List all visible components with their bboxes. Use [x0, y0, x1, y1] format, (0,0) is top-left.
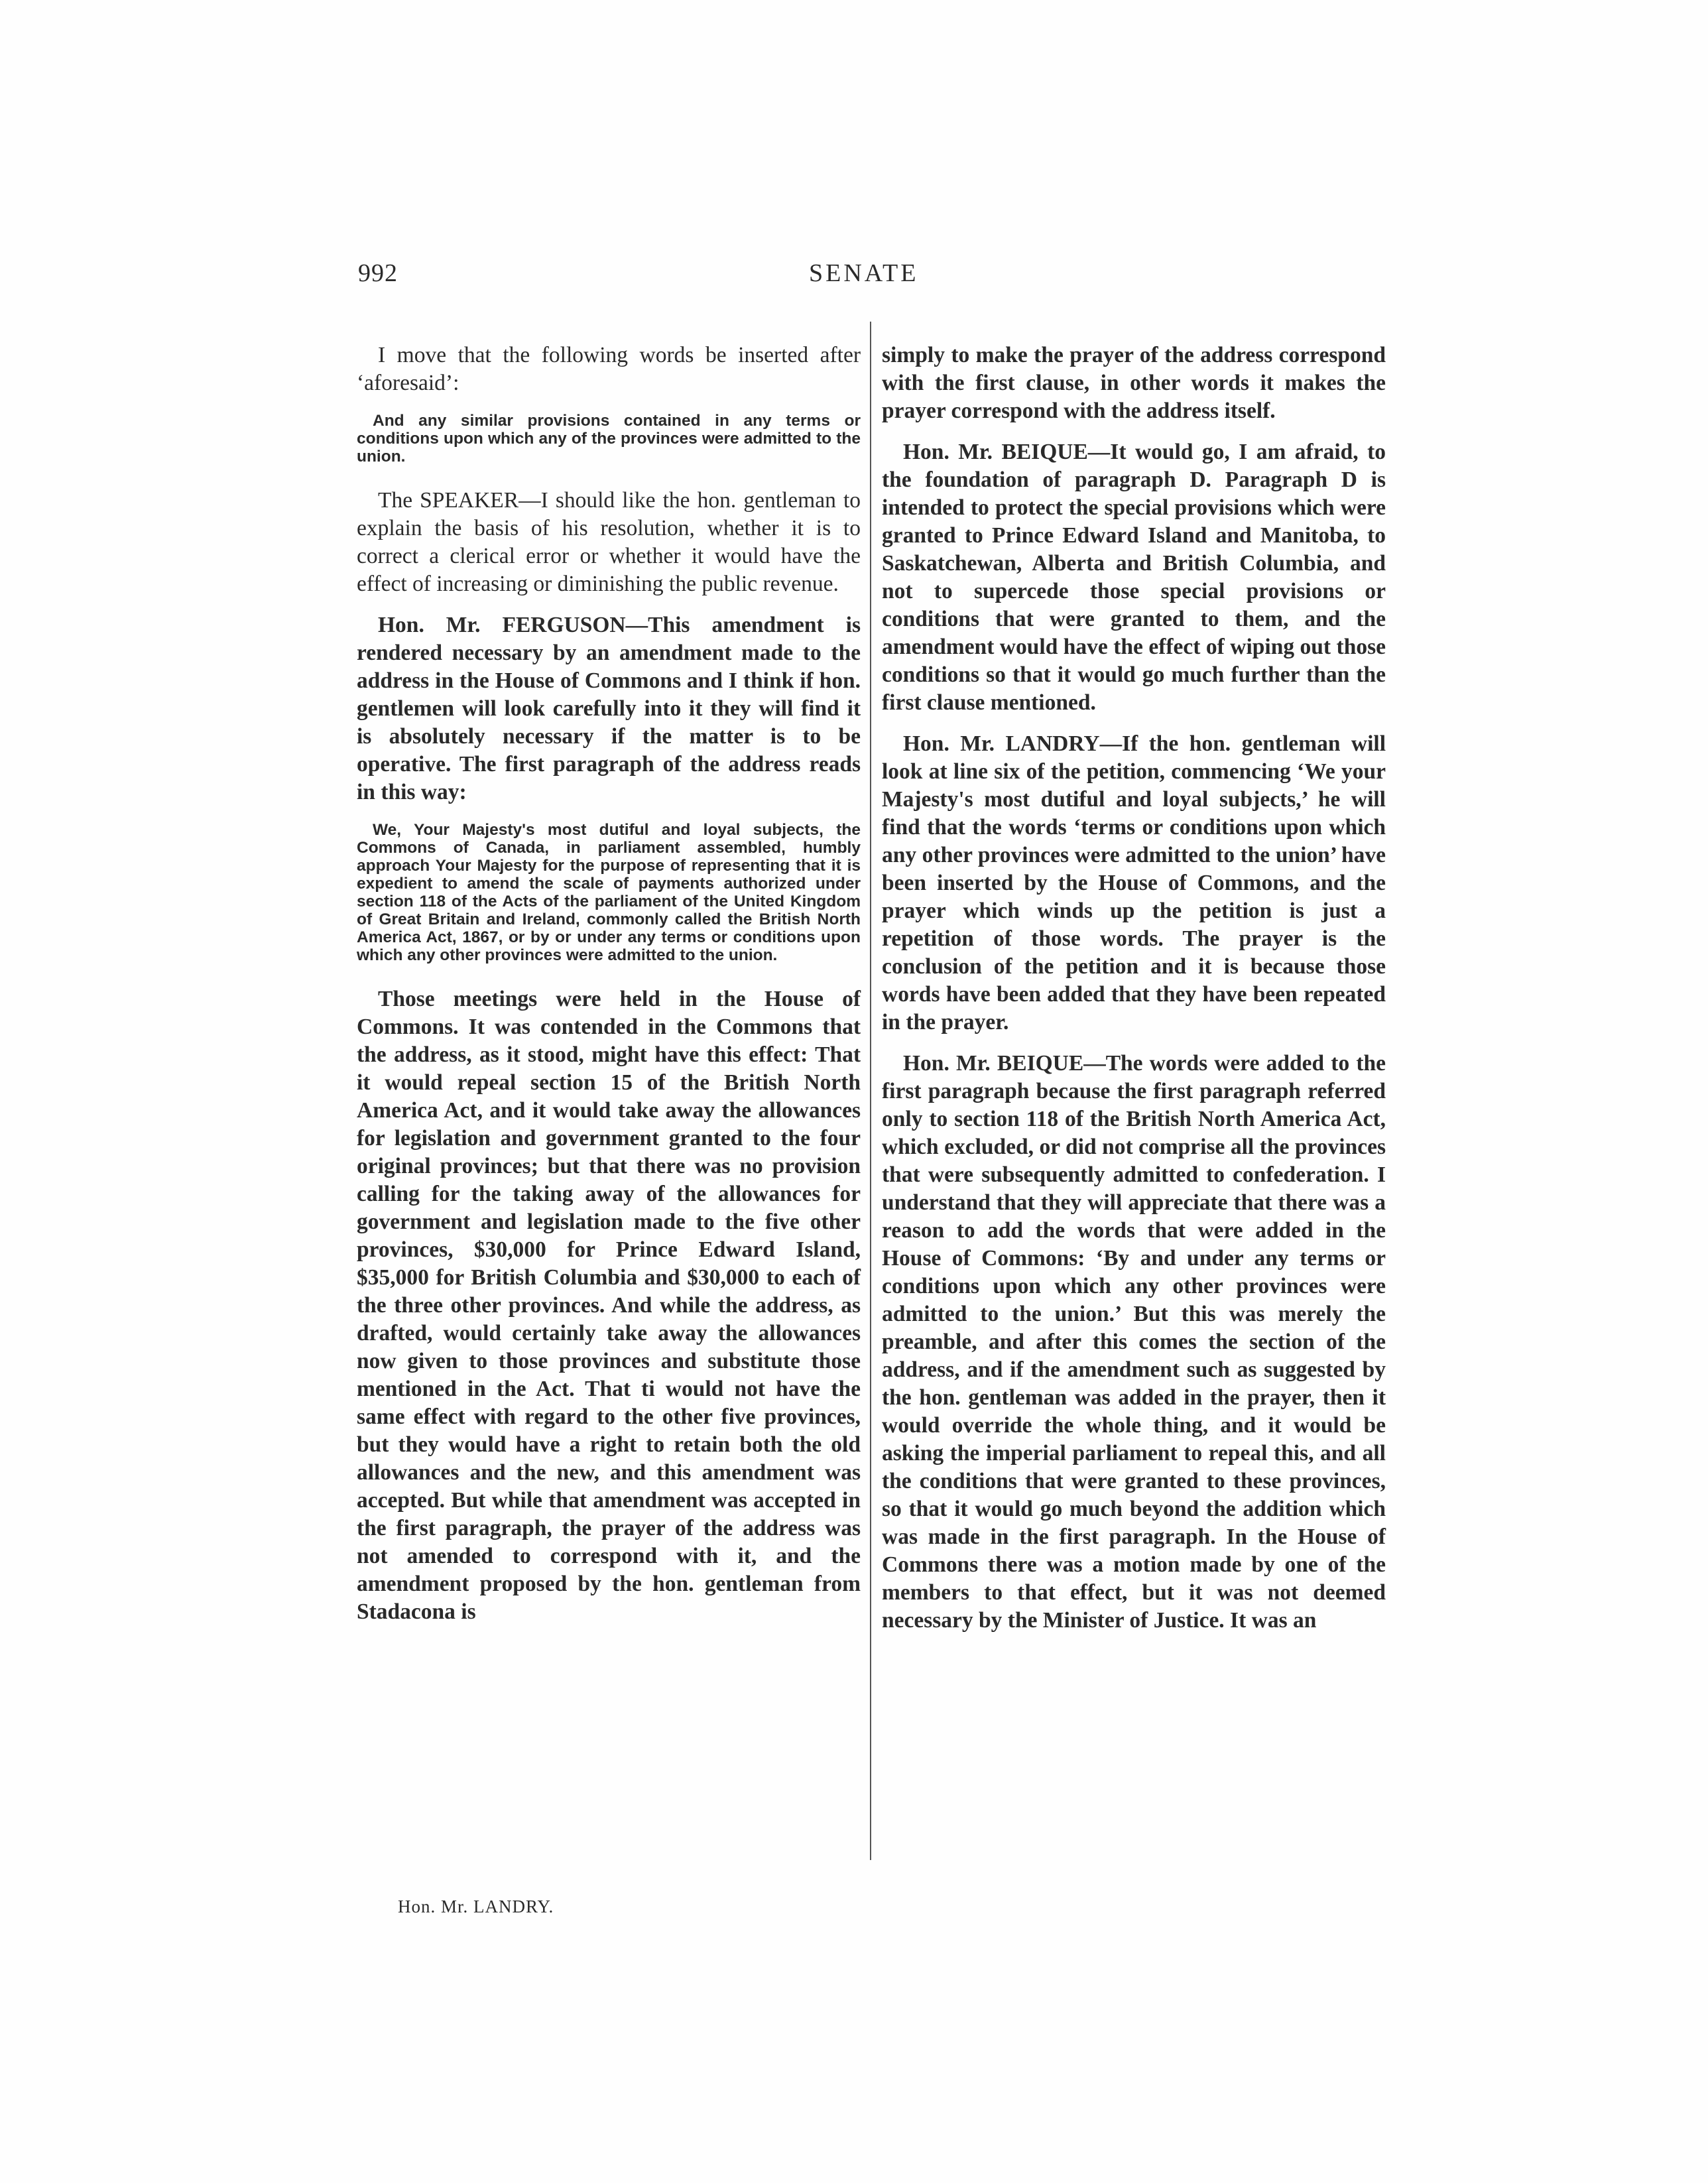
ferguson-paragraph: Hon. Mr. FERGUSON—This amendment is rendered necessary by an amendment made to the address in the House of Commons and I think if hon. gentlemen will look carefully into it they will find it is absolutely necessary if the matter is to be operative. The first paragraph of the address reads in this way:: [357, 613, 861, 804]
footer-catchword: Hon. Mr. LANDRY.: [398, 1897, 554, 1916]
page-number: 992: [358, 259, 398, 287]
quoted-address: We, Your Majesty's most dutiful and loyal subjects, the Commons of Canada, in parliament assembled, humbly approach Your Majesty for the purpose of representing that it is expedient to amend the scale of payments authorized under section 118 of the Acts of the parliament of the United Kingdom of Great Britain and Ireland, commonly called the British North America Act, 1867, or by or under any terms or conditions upon which any other provinces were admitted to the union.: [357, 821, 861, 964]
beique-paragraph-1: Hon. Mr. BEIQUE—It would go, I am afraid, to the foundation of paragraph D. Paragraph D is intended to protect the special provisions which were granted to Prince Edward Island and Manitoba, to Saskatchewan, Alberta and British Columbia, and not to supercede those special provisions or conditions that were granted to them, and the amendment would have the effect of wiping out those conditions so that it would go much further than the first clause mentioned.: [882, 440, 1386, 715]
speaker-paragraph: The SPEAKER—I should like the hon. gentleman to explain the basis of his resolution, whether it is to correct a clerical error or whether it would have the effect of increasing or diminishing the public revenue.: [357, 488, 861, 596]
quoted-amendment: And any similar provisions contained in any terms or conditions upon which any of the provinces were admitted to the union.: [357, 412, 861, 466]
column-divider: [870, 322, 871, 1860]
running-head: SENATE: [809, 259, 919, 287]
meetings-paragraph: Those meetings were held in the House of Commons. It was contended in the Commons that the address, as it stood, might have this effect: That it would repeal section 15 of the British North America Act, and it would take away the allowances for legislation and government granted to the four original provinces; but that there was no provision calling for the taking away of the allowances for government and legislation made to the five other provinces, $30,000 for Prince Edward Island, $35,000 for British Columbia and $30,000 to each of the three other provinces. And while the address, as drafted, would certainly take away the allowances now given to those provinces and substitute those mentioned in the Act. That ti would not have the same effect with regard to the other five provinces, but they would have a right to retain both the old allowances and the new, and this amendment was accepted. But while that amendment was accepted in the first paragraph, the prayer of the address was not amended to correspond with it, and the amendment proposed by the hon. gentleman from Stadacona is: [357, 987, 861, 1624]
continuation-paragraph: simply to make the prayer of the address correspond with the first clause, in other words it makes the prayer correspond with the address itself.: [882, 343, 1386, 423]
beique-paragraph-2: Hon. Mr. BEIQUE—The words were added to the first paragraph because the first paragraph referred only to section 118 of the British North America Act, which excluded, or did not comprise all the provinces that were subsequently admitted to confederation. I understand that they will appreciate that there was a reason to add the words that were added in the House of Commons: ‘By and under any terms or conditions upon which any other provinces were admitted to the union.’ But this was merely the preamble, and after this comes the section of the address, and if the amendment such as suggested by the hon. gentleman was added in the prayer, then it would override the whole thing, and it would be asking the imperial parliament to repeal this, and all the conditions that were granted to these provinces, so that it would go much beyond the addition which was made in the first paragraph. In the House of Commons there was a motion made by one of the members to that effect, but it was not deemed necessary by the Minister of Justice. It was an: [882, 1051, 1386, 1633]
landry-paragraph: Hon. Mr. LANDRY—If the hon. gentleman will look at line six of the petition, commencing ‘We your Majesty's most dutiful and loyal subjects,’ he will find that the words ‘terms or conditions upon which any other provinces were admitted to the union’ have been inserted by the House of Commons, and the prayer which winds up the petition is just a repetition of those words. The prayer is the conclusion of the petition and it is because those words have been added that they have been repeated in the prayer.: [882, 731, 1386, 1034]
motion-paragraph: I move that the following words be inserted after ‘aforesaid’:: [357, 343, 861, 395]
page-header: [358, 259, 1392, 298]
left-column: [357, 342, 861, 1639]
right-column: [882, 342, 1386, 1648]
